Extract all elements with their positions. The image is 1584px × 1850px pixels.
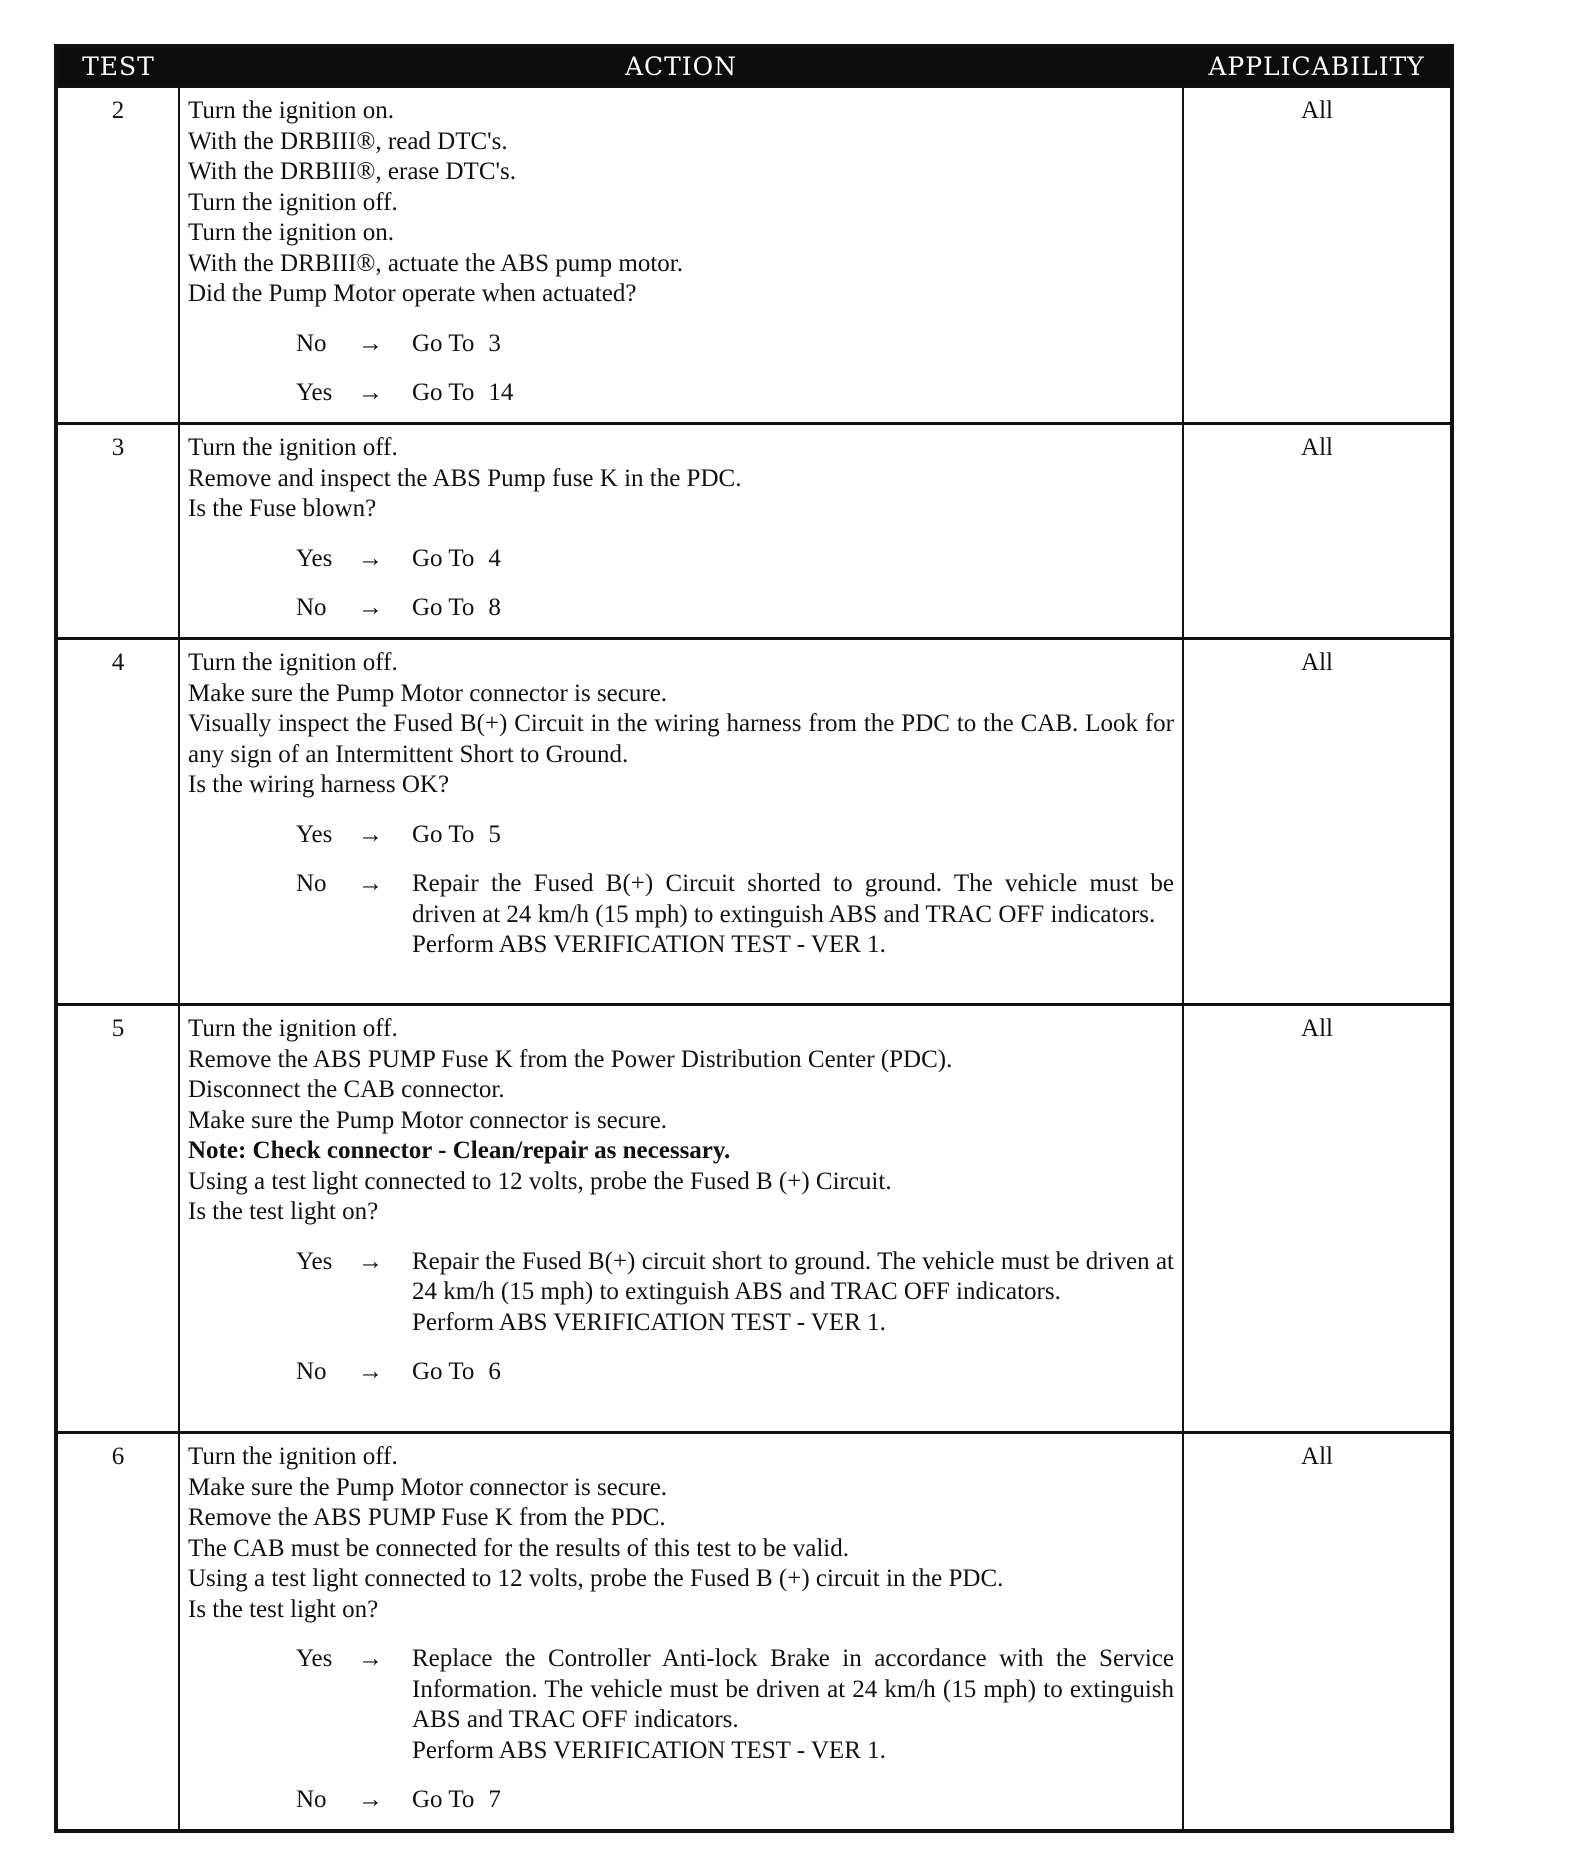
test-number: 5	[56, 1005, 179, 1433]
goto-label: Go To	[412, 379, 475, 406]
outcome-row	[188, 1247, 1174, 1339]
action-step: Is the test light on?	[188, 1595, 379, 1623]
action-step: With the DRBIII®, read DTC's.	[188, 127, 508, 155]
table-row	[56, 87, 1452, 424]
goto-target: 3	[488, 329, 501, 357]
applicability-cell: All	[1183, 1433, 1452, 1831]
action-step: Turn the ignition off.	[188, 649, 398, 676]
action-step: Turn the ignition off.	[188, 434, 398, 461]
action-step: Remove and inspect the ABS Pump fuse K in the PDC.	[188, 464, 742, 492]
outcome-answer: Yes	[296, 820, 333, 848]
note-text: Note: Check connector - Clean/repair as necessary.	[188, 1137, 731, 1164]
action-step: Make sure the Pump Motor connector is secure.	[188, 679, 668, 707]
action-step: Remove the ABS PUMP Fuse K from the PDC.	[188, 1504, 666, 1531]
outcome-instruction: Repair the Fused B(+) Circuit shorted to ground. The vehicle must be driven at 24 km/h (15 mph) to extinguish ABS and TRAC OFF indicators.	[412, 870, 1174, 928]
diagnostic-procedure-page	[54, 44, 1450, 1833]
goto-label: Go To	[412, 820, 475, 848]
verification-instruction: Perform ABS VERIFICATION TEST - VER 1.	[412, 1308, 886, 1336]
goto-label: Go To	[412, 544, 475, 572]
goto-label: Go To	[412, 594, 475, 621]
outcome-answer: No	[296, 870, 327, 897]
goto-target: 6	[488, 1358, 501, 1385]
verification-instruction: Perform ABS VERIFICATION TEST - VER 1.	[412, 1736, 886, 1764]
right-arrow-icon: →	[358, 870, 383, 897]
goto-label: Go To	[412, 329, 475, 357]
action-step: Did the Pump Motor operate when actuated?	[188, 280, 637, 307]
right-arrow-icon: →	[358, 1247, 383, 1275]
action-step: Make sure the Pump Motor connector is secure.	[188, 1106, 668, 1134]
action-step: Remove the ABS PUMP Fuse K from the Power Distribution Center (PDC).	[188, 1045, 953, 1073]
action-step: The CAB must be connected for the results of this test to be valid.	[188, 1534, 849, 1562]
outcome-answer: Yes	[296, 544, 333, 572]
action-step: Turn the ignition on.	[188, 219, 395, 246]
goto-label: Go To	[412, 1786, 475, 1813]
test-number: 6	[56, 1433, 179, 1831]
goto-target: 7	[488, 1786, 501, 1813]
right-arrow-icon: →	[358, 379, 383, 406]
action-cell	[179, 1433, 1183, 1831]
outcome-answer: No	[296, 329, 327, 357]
action-step: Using a test light connected to 12 volts, probe the Fused B (+) Circuit.	[188, 1167, 892, 1195]
outcome-answer: Yes	[296, 379, 333, 406]
outcome-instruction: Repair the Fused B(+) circuit short to ground. The vehicle must be driven at 24 km/h (15 mph) to extinguish ABS and TRAC OFF indicators.	[412, 1247, 1174, 1305]
action-step: With the DRBIII®, actuate the ABS pump motor.	[188, 249, 684, 277]
goto-label: Go To	[412, 1358, 475, 1385]
action-cell	[179, 87, 1183, 424]
action-step: Turn the ignition off.	[188, 1443, 398, 1470]
test-number: 2	[56, 87, 179, 424]
goto-target: 8	[488, 594, 501, 621]
action-step: Turn the ignition off.	[188, 188, 398, 216]
action-step: Disconnect the CAB connector.	[188, 1076, 505, 1103]
header-applicability: APPLICABILITY	[1183, 46, 1452, 87]
action-step: Is the Fuse blown?	[188, 495, 377, 522]
outcome-row	[188, 544, 1174, 575]
outcome-row	[188, 1785, 1174, 1816]
test-number: 3	[56, 424, 179, 639]
table-row	[56, 1433, 1452, 1831]
right-arrow-icon: →	[358, 544, 383, 572]
right-arrow-icon: →	[358, 1645, 383, 1672]
table-body	[56, 87, 1452, 1831]
outcome-row	[188, 378, 1174, 409]
applicability-cell: All	[1183, 639, 1452, 1005]
right-arrow-icon: →	[358, 820, 383, 848]
action-step: Make sure the Pump Motor connector is secure.	[188, 1473, 668, 1501]
action-cell	[179, 424, 1183, 639]
applicability-cell: All	[1183, 87, 1452, 424]
verification-instruction: Perform ABS VERIFICATION TEST - VER 1.	[412, 931, 886, 958]
outcome-answer: Yes	[296, 1645, 333, 1672]
action-cell	[179, 639, 1183, 1005]
table-row	[56, 639, 1452, 1005]
action-step: Is the test light on?	[188, 1198, 379, 1225]
header-test: TEST	[56, 46, 179, 87]
goto-target: 4	[488, 544, 501, 572]
right-arrow-icon: →	[358, 329, 383, 357]
outcome-row	[188, 329, 1174, 360]
action-step: Turn the ignition on.	[188, 97, 395, 124]
outcome-instruction: Replace the Controller Anti-lock Brake in accordance with the Service Information. The vehicle must be driven at 24 km/h (15 mph) to extinguish ABS and TRAC OFF indicators.	[412, 1645, 1174, 1733]
outcome-answer: No	[296, 594, 327, 621]
table-row	[56, 1005, 1452, 1433]
table-header	[56, 46, 1452, 87]
outcome-row	[188, 1644, 1174, 1766]
outcome-answer: Yes	[296, 1247, 333, 1275]
action-cell	[179, 1005, 1183, 1433]
outcome-answer: No	[296, 1358, 327, 1385]
header-action: ACTION	[179, 46, 1183, 87]
diagnostic-test-table	[54, 44, 1454, 1833]
outcome-row	[188, 593, 1174, 624]
outcome-row	[188, 1357, 1174, 1388]
action-step: Using a test light connected to 12 volts, probe the Fused B (+) circuit in the PDC.	[188, 1565, 1004, 1592]
goto-target: 14	[488, 379, 514, 406]
action-step: Is the wiring harness OK?	[188, 771, 450, 798]
action-step: With the DRBIII®, erase DTC's.	[188, 158, 516, 185]
goto-target: 5	[488, 820, 501, 848]
right-arrow-icon: →	[358, 1358, 383, 1385]
action-step: Visually inspect the Fused B(+) Circuit in the wiring harness from the PDC to the CAB. Look for any sign of an Intermittent Short to Ground.	[188, 710, 1174, 768]
outcome-answer: No	[296, 1786, 327, 1813]
outcome-row	[188, 869, 1174, 961]
test-number: 4	[56, 639, 179, 1005]
applicability-cell: All	[1183, 1005, 1452, 1433]
outcome-row	[188, 820, 1174, 851]
right-arrow-icon: →	[358, 1786, 383, 1813]
action-step: Turn the ignition off.	[188, 1015, 398, 1042]
applicability-cell: All	[1183, 424, 1452, 639]
right-arrow-icon: →	[358, 594, 383, 621]
table-row	[56, 424, 1452, 639]
